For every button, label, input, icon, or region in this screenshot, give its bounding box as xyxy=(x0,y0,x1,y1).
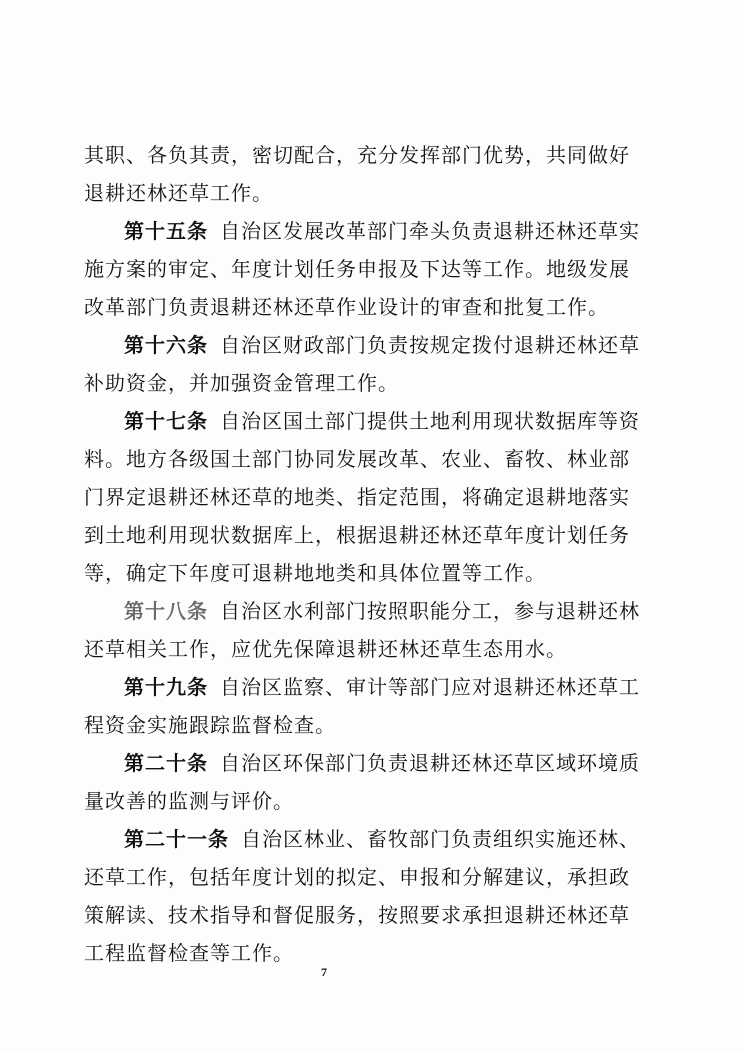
paragraph-continuation xyxy=(84,136,644,212)
article-16 xyxy=(84,326,644,402)
article-21-label: 第二十一条 xyxy=(124,827,229,851)
article-17-text: 自治区国土部门提供土地利用现状数据库等资料。地方各级国土部门协同发展改革、农业、畜牧、林业部门界定退耕还林还草的地类、指定范围，将确定退耕地落实到土地利用现状数据库上，根据退耕还林还草年度计划任务等，确定下年度可退耕地地类和具体位置等工作。 xyxy=(84,409,640,585)
article-19 xyxy=(84,668,644,744)
article-20-text: 自治区环保部门负责退耕还林还草区域环境质量改善的监测与评价。 xyxy=(84,751,640,813)
article-15-text: 自治区发展改革部门牵头负责退耕还林还草实施方案的审定、年度计划任务申报及下达等工作。地级发展改革部门负责退耕还林还草作业设计的审查和批复工作。 xyxy=(84,219,640,319)
article-15 xyxy=(84,212,644,326)
article-16-label: 第十六条 xyxy=(124,333,208,357)
article-17 xyxy=(84,402,644,592)
article-19-label: 第十九条 xyxy=(124,675,208,699)
document-body xyxy=(84,136,644,972)
article-21 xyxy=(84,820,644,972)
article-15-label: 第十五条 xyxy=(124,219,208,243)
article-16-text: 自治区财政部门负责按规定拨付退耕还林还草补助资金，并加强资金管理工作。 xyxy=(84,333,640,395)
article-17-label: 第十七条 xyxy=(124,409,208,433)
article-18-label: 第十八条 xyxy=(124,599,208,623)
paragraph-text: 其职、各负其责，密切配合，充分发挥部门优势，共同做好退耕还林还草工作。 xyxy=(84,143,630,205)
article-20 xyxy=(84,744,644,820)
article-19-text: 自治区监察、审计等部门应对退耕还林还草工程资金实施跟踪监督检查。 xyxy=(84,675,640,737)
article-20-label: 第二十条 xyxy=(124,751,208,775)
page-number: 7 xyxy=(321,965,327,979)
article-18-text: 自治区水利部门按照职能分工，参与退耕还林还草相关工作，应优先保障退耕还林还草生态用水。 xyxy=(84,599,640,661)
article-21-text: 自治区林业、畜牧部门负责组织实施还林、还草工作，包括年度计划的拟定、申报和分解建议，承担政策解读、技术指导和督促服务，按照要求承担退耕还林还草工程监督检查等工作。 xyxy=(84,827,640,965)
article-18 xyxy=(84,592,644,668)
